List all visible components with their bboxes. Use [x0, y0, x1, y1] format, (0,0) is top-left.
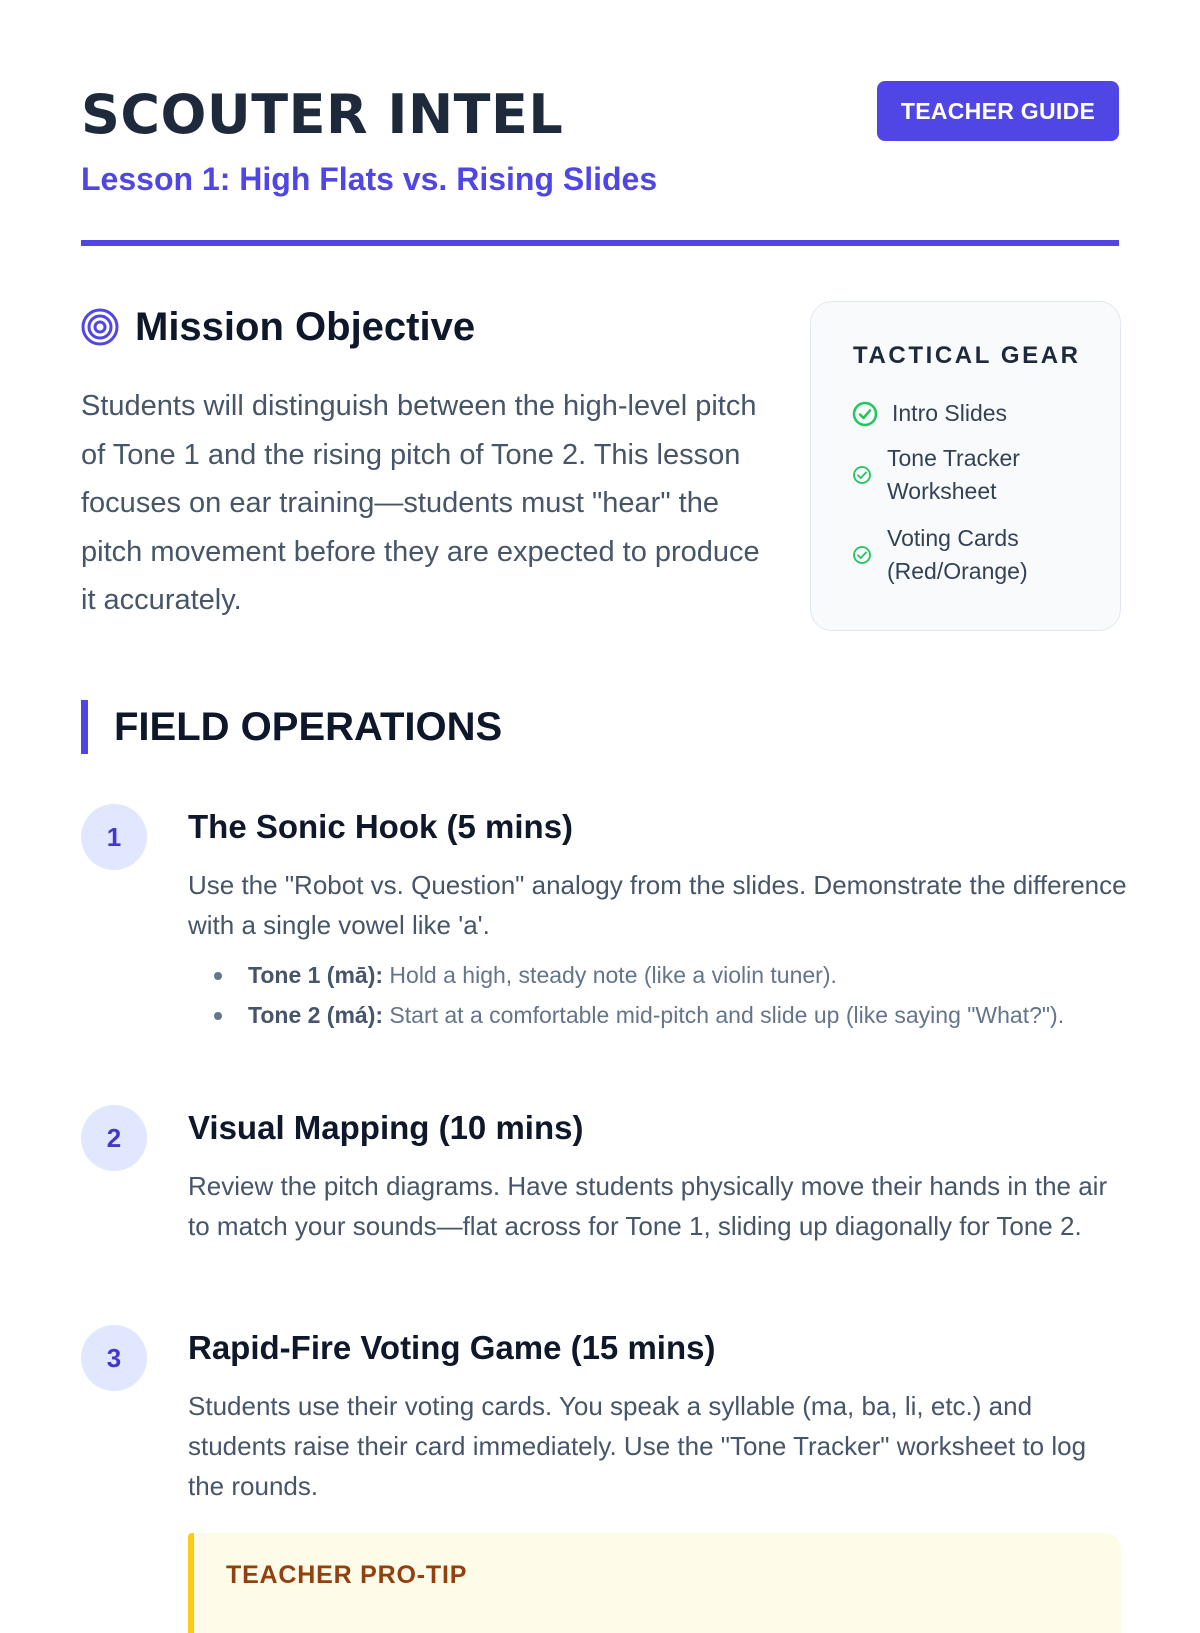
- check-circle-icon: [852, 465, 872, 485]
- step-number-badge: 3: [81, 1325, 147, 1391]
- lesson-header: [81, 80, 1119, 246]
- tone-example-term: Tone 1 (mā):: [248, 962, 384, 988]
- gear-item-label: Voting Cards (Red/Orange): [887, 525, 1028, 584]
- gear-item-tone-tracker: [852, 442, 1072, 508]
- tone-example-item: [214, 998, 1094, 1032]
- gear-item-label: Intro Slides: [892, 400, 1008, 426]
- step-title: The Sonic Hook (5 mins): [188, 808, 574, 845]
- tone-example-text: Start at a comfortable mid-pitch and slide up (like saying "What?").: [383, 1002, 1065, 1028]
- mission-objective-heading: [81, 304, 475, 350]
- gear-item-voting-cards: [852, 522, 1082, 588]
- tone-example-term: Tone 2 (má):: [248, 1002, 384, 1028]
- step-description: Review the pitch diagrams. Have students physically move their hands in the air to match your sounds—flat across for Tone 1, sliding up diagonally for Tone 2.: [188, 1171, 1108, 1241]
- target-icon: [81, 308, 119, 346]
- step-title: Rapid-Fire Voting Game (15 mins): [188, 1329, 716, 1366]
- field-operations-heading: FIELD OPERATIONS: [81, 700, 502, 754]
- step-number-badge: 1: [81, 804, 147, 870]
- check-circle-icon: [852, 401, 878, 427]
- bullet-dot-icon: [214, 1012, 222, 1020]
- gear-item-label: Tone Tracker Worksheet: [887, 445, 1020, 504]
- tactical-gear-title: TACTICAL GEAR: [853, 342, 1081, 369]
- bullet-dot-icon: [214, 972, 222, 980]
- lesson-subtitle: Lesson 1: High Flats vs. Rising Slides: [81, 161, 658, 197]
- check-circle-icon: [852, 545, 872, 565]
- gear-item-intro-slides: [852, 397, 1007, 430]
- teacher-guide-button[interactable]: TEACHER GUIDE: [877, 81, 1119, 141]
- page-title: SCOUTER INTEL: [81, 83, 564, 146]
- teacher-pro-tip-box: [188, 1533, 1121, 1633]
- tone-examples-list: [214, 958, 1094, 1038]
- tone-example-item: [214, 958, 1094, 992]
- mission-objective-title: Mission Objective: [135, 305, 476, 349]
- teacher-pro-tip-title: TEACHER PRO-TIP: [226, 1561, 468, 1589]
- step-description: Use the "Robot vs. Question" analogy from the slides. Demonstrate the difference with a single vowel like 'a'.: [188, 870, 1127, 940]
- step-description: Students use their voting cards. You speak a syllable (ma, ba, li, etc.) and students raise their card immediately. Use the "Tone Tracker" worksheet to log the rounds.: [188, 1391, 1087, 1501]
- step-number-badge: 2: [81, 1105, 147, 1171]
- tone-example-text: Hold a high, steady note (like a violin tuner).: [383, 962, 837, 988]
- tactical-gear-card: [810, 301, 1121, 631]
- step-title: Visual Mapping (10 mins): [188, 1109, 584, 1146]
- mission-objective-text: Students will distinguish between the high-level pitch of Tone 1 and the rising pitch of Tone 2. This lesson focuses on ear training—students must "hear" the pitch movement before they are expected to produce it accurately.: [81, 390, 760, 616]
